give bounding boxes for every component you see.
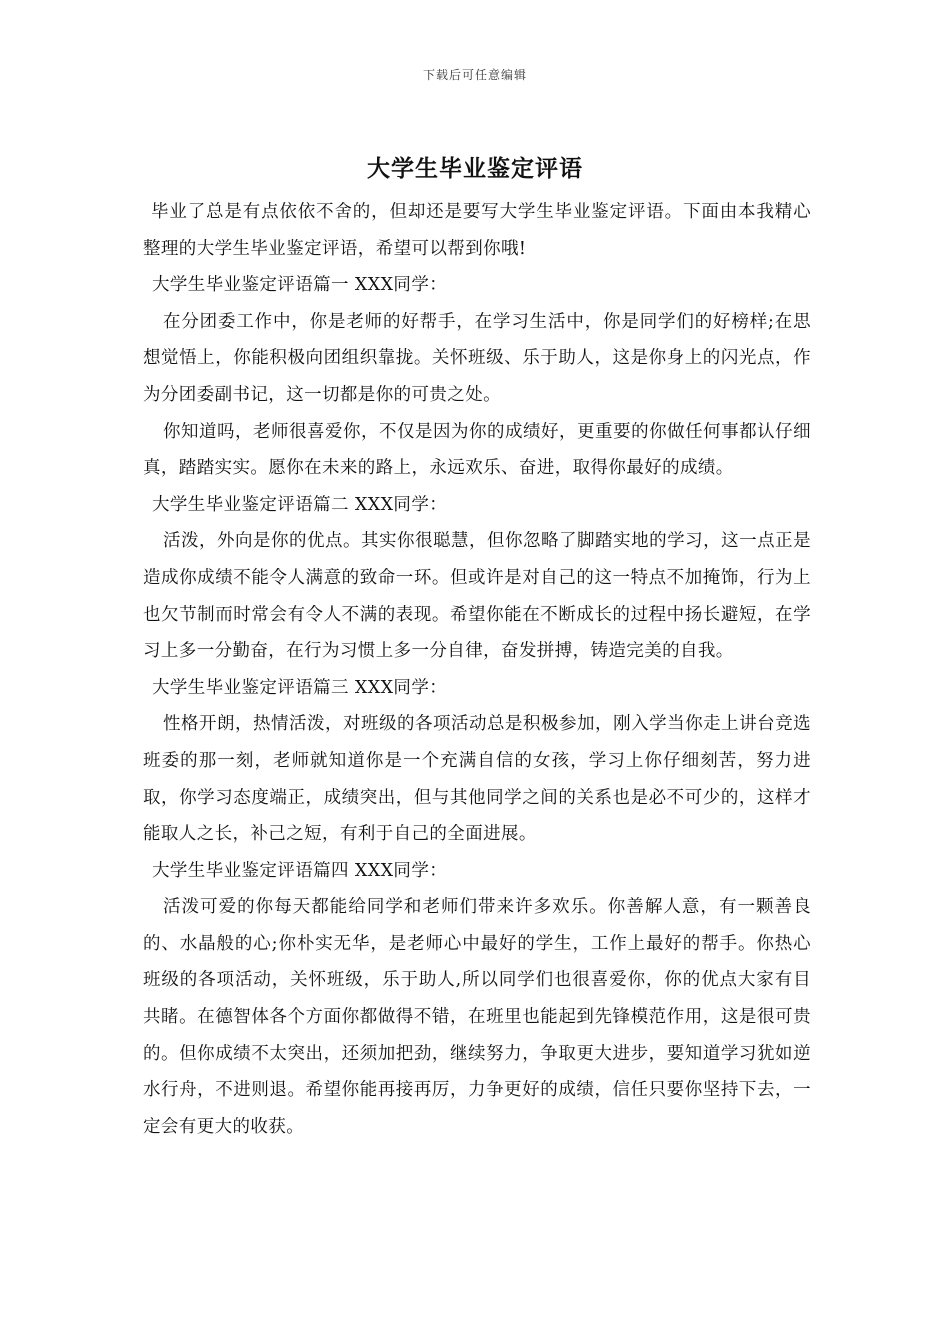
section-1-heading: 大学生毕业鉴定评语篇一 XXX同学：: [152, 275, 448, 296]
section-3-heading: 大学生毕业鉴定评语篇三 XXX同学：: [152, 677, 448, 698]
header-note: 下载后可任意编辑: [422, 68, 527, 82]
document-title: 大学生毕业鉴定评语: [367, 155, 583, 182]
section-1-paragraph-1: 在分团委工作中，你是老师的好帮手，在学习生活中，你是同学们的好榜样;在思想觉悟上，你能积极向团组织靠拢。关怀班级、乐于助人，这是你身上的闪光点，作为分团委副书记，这一切都是你的可贵之处。: [143, 311, 811, 405]
section-4-heading: 大学生毕业鉴定评语篇四 XXX同学：: [152, 860, 448, 881]
section-3-paragraph-1: 性格开朗，热情活泼，对班级的各项活动总是积极参加，刚入学当你走上讲台竞选班委的那一刻，老师就知道你是一个充满自信的女孩，学习上你仔细刻苦，努力进取，你学习态度端正，成绩突出，但与其他同学之间的关系也是必不可少的，这样才能取人之长，补己之短，有利于自己的全面进展。: [143, 714, 811, 845]
section-2-heading: 大学生毕业鉴定评语篇二 XXX同学：: [152, 494, 448, 515]
section-2-paragraph-1: 活泼，外向是你的优点。其实你很聪慧，但你忽略了脚踏实地的学习，这一点正是造成你成绩不能令人满意的致命一环。但或许是对自己的这一特点不加掩饰，行为上也欠节制而时常会有令人不满的表现。希望你能在不断成长的过程中扬长避短，在学习上多一分勤奋，在行为习惯上多一分自律，奋发拼搏，铸造完美的自我。: [143, 531, 811, 662]
document-body: [143, 194, 811, 1145]
intro-paragraph: 毕业了总是有点依依不舍的，但却还是要写大学生毕业鉴定评语。下面由本我精心整理的大学生毕业鉴定评语，希望可以帮到你哦!: [143, 202, 811, 259]
section-1-paragraph-2: 你知道吗，老师很喜爱你，不仅是因为你的成绩好，更重要的你做任何事都认仔细真，踏踏实实。愿你在未来的路上，永远欢乐、奋进，取得你最好的成绩。: [143, 421, 811, 479]
section-4-paragraph-1: 活泼可爱的你每天都能给同学和老师们带来许多欢乐。你善解人意，有一颗善良的、水晶般的心;你朴实无华，是老师心中最好的学生，工作上最好的帮手。你热心班级的各项活动，关怀班级，乐于助人,所以同学们也很喜爱你，你的优点大家有目共睹。在德智体各个方面你都做得不错，在班里也能起到先锋模范作用，这是很可贵的。但你成绩不太突出，还须加把劲，继续努力，争取更大进步，要知道学习犹如逆水行舟，不进则退。希望你能再接再厉，力争更好的成绩，信任只要你坚持下去，一定会有更大的收获。: [143, 897, 811, 1137]
